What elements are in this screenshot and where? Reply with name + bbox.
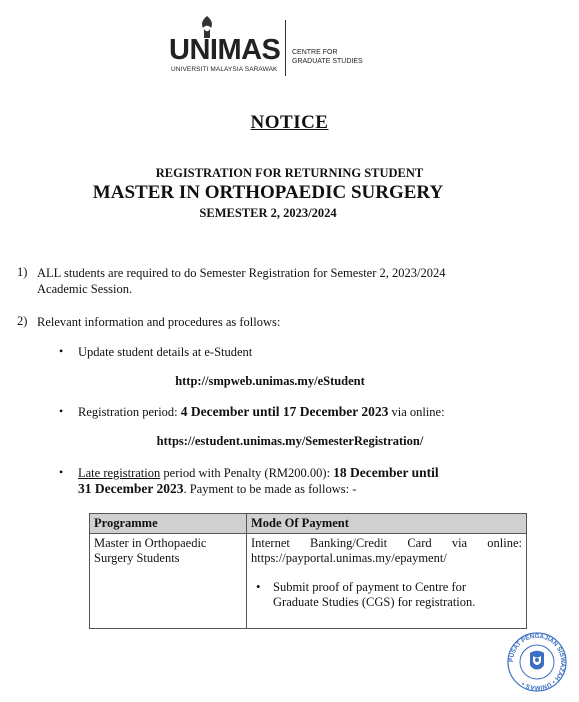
bullet-1-text: Update student details at e-Student bbox=[78, 345, 253, 359]
item-1-text bbox=[37, 265, 557, 297]
centre-line-2: GRADUATE STUDIES bbox=[292, 58, 363, 65]
pusat-pengajian-siswazah-stamp-icon bbox=[506, 631, 568, 693]
late-registration-suffix: . Payment to be made as follows: - bbox=[183, 482, 357, 496]
semester-registration-link[interactable]: https://estudent.unimas.my/SemesterRegistration/ bbox=[156, 434, 424, 448]
column-header-mode-of-payment: Mode Of Payment bbox=[247, 514, 527, 534]
table-row bbox=[90, 534, 527, 629]
bullet-dot-icon: • bbox=[256, 580, 261, 594]
table-header-row bbox=[90, 514, 527, 534]
logo-divider bbox=[285, 20, 286, 76]
title-line-1: REGISTRATION FOR RETURNING STUDENT bbox=[155, 166, 424, 180]
payment-bullet-line-2: Graduate Studies (CGS) for registration. bbox=[273, 595, 476, 609]
centre-line-1: CENTRE FOR bbox=[292, 49, 338, 56]
column-header-programme: Programme bbox=[90, 514, 247, 534]
unimas-logo bbox=[169, 14, 409, 72]
stamp-text: PUSAT PENGAJIAN SISWAZAH • UNIMAS • bbox=[507, 632, 567, 692]
item-1-line-1: ALL students are required to do Semester Registration for Semester 2, 2023/2024 bbox=[37, 266, 446, 280]
item-2-text: Relevant information and procedures as follows: bbox=[37, 315, 281, 329]
late-registration-dates-2: 31 December 2023 bbox=[78, 481, 184, 496]
late-registration-dates-1: 18 December until bbox=[333, 465, 439, 480]
bullet-dot-icon: • bbox=[59, 404, 64, 418]
item-1-number: 1) bbox=[17, 265, 28, 279]
logo-wordmark: UNIMAS bbox=[169, 34, 281, 66]
bullet-3-text bbox=[78, 465, 523, 497]
programme-line-1: Master in Orthopaedic bbox=[94, 536, 207, 550]
programme-cell bbox=[90, 534, 247, 629]
payment-table bbox=[89, 513, 527, 629]
bullet-2-text bbox=[78, 404, 548, 420]
payment-cell bbox=[247, 534, 527, 629]
title-line-2: MASTER IN ORTHOPAEDIC SURGERY bbox=[92, 182, 444, 203]
estudent-link[interactable]: http://smpweb.unimas.my/eStudent bbox=[175, 374, 365, 388]
payportal-link[interactable]: https://payportal.unimas.my/epayment/ bbox=[251, 551, 447, 565]
bullet-dot-icon: • bbox=[59, 465, 64, 479]
logo-centre-name bbox=[292, 48, 363, 66]
item-1-line-2: Academic Session. bbox=[37, 282, 133, 296]
payment-method-text: Internet Banking/Credit Card via online: bbox=[251, 536, 522, 550]
registration-period-suffix: via online: bbox=[391, 405, 445, 419]
late-registration-penalty: period with Penalty (RM200.00): bbox=[163, 466, 331, 480]
late-registration-label: Late registration bbox=[78, 466, 161, 480]
title-line-3: SEMESTER 2, 2023/2024 bbox=[199, 206, 337, 220]
payment-bullet-line-1: Submit proof of payment to Centre for bbox=[273, 580, 467, 594]
item-2-number: 2) bbox=[17, 314, 28, 328]
bullet-dot-icon: • bbox=[59, 344, 64, 358]
payment-bullet bbox=[251, 580, 522, 610]
registration-period-dates: 4 December until 17 December 2023 bbox=[180, 404, 389, 419]
notice-heading: NOTICE bbox=[250, 112, 329, 133]
logo-university-name: UNIVERSITI MALAYSIA SARAWAK bbox=[171, 66, 278, 73]
registration-period-label: Registration period: bbox=[78, 405, 178, 419]
programme-line-2: Surgery Students bbox=[94, 551, 180, 565]
